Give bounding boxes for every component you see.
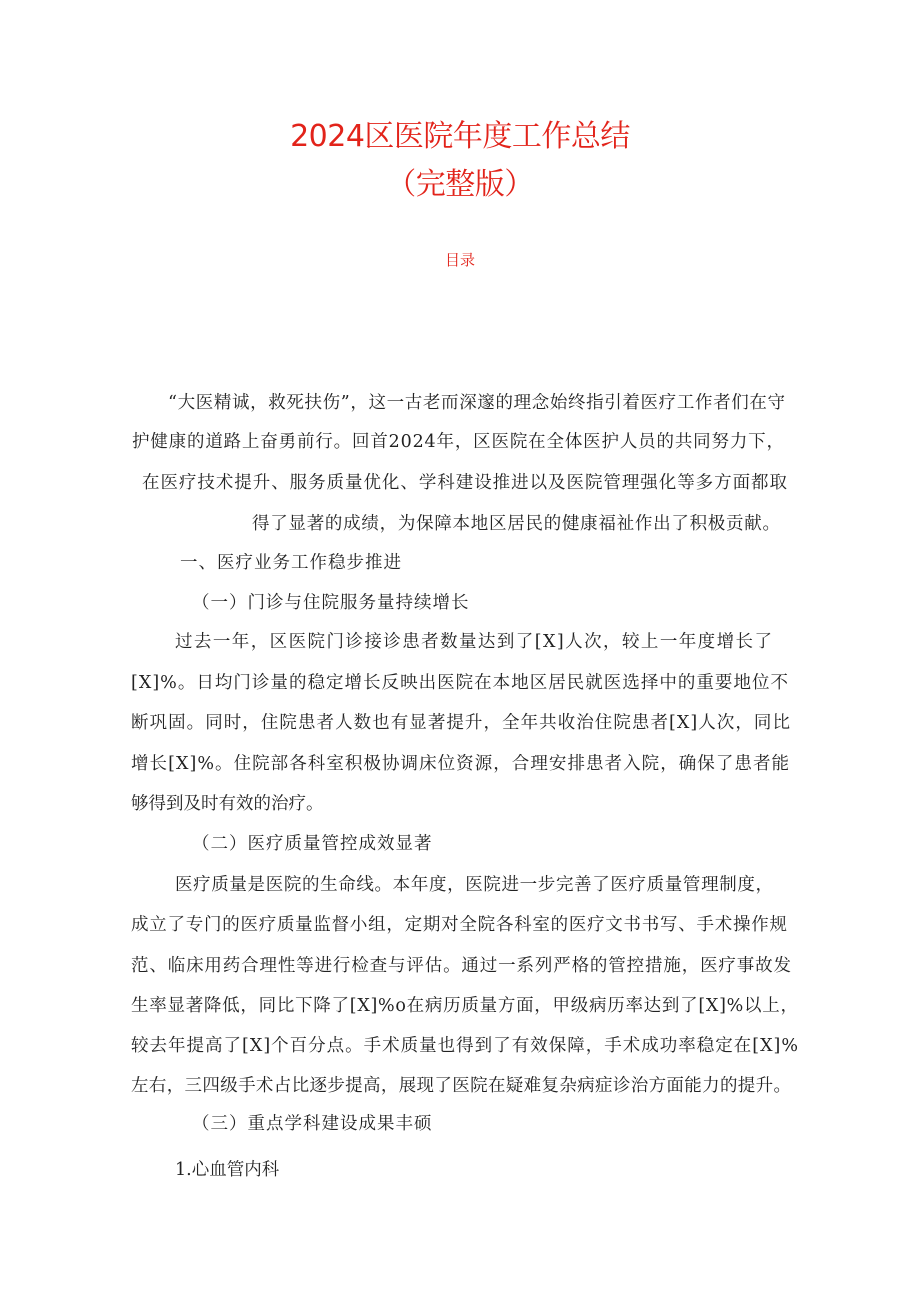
paragraph-line: 够得到及时有效的治疗。: [131, 794, 324, 814]
list-item: 1.心血管内科: [175, 1160, 280, 1180]
document-title: 2024区医院年度工作总结: [290, 119, 630, 154]
paragraph-line: 过去一年，区医院门诊接诊患者数量达到了[X]人次，较上一年度增长了: [175, 632, 774, 652]
subsection-heading: （二）医疗质量管控成效显著: [192, 834, 433, 854]
intro-line: 得了显著的成绩，为保障本地区居民的健康福祉作出了积极贡献。: [252, 514, 781, 534]
subsection-heading: （三）重点学科建设成果丰硕: [192, 1114, 433, 1134]
paragraph-line: 增长[X]%。住院部各科室积极协调床位资源，合理安排患者入院，确保了患者能: [131, 754, 791, 774]
paragraph-line: 较去年提高了[X]个百分点。手术质量也得到了有效保障，手术成功率稳定在[X]%: [131, 1036, 799, 1056]
paragraph-line: [X]%。日均门诊量的稳定增长反映出医院在本地区居民就医选择中的重要地位不: [131, 673, 790, 693]
subsection-heading: （一）门诊与住院服务量持续增长: [192, 593, 470, 613]
paragraph-line: 断巩固。同时，住院患者人数也有显著提升，全年共收治住院患者[X]人次，同比: [131, 713, 792, 733]
paragraph-line: 成立了专门的医疗质量监督小组，定期对全院各科室的医疗文书书写、手术操作规: [131, 915, 788, 935]
document-subtitle: （完整版）: [386, 167, 534, 202]
paragraph-line: 范、临床用药合理性等进行检查与评估。通过一系列严格的管控措施，医疗事故发: [131, 956, 792, 976]
toc-label: 目录: [444, 251, 475, 269]
paragraph-line: 医疗质量是医院的生命线。本年度，医院进一步完善了医疗质量管理制度，: [175, 875, 774, 895]
intro-line: 在医疗技术提升、服务质量优化、学科建设推进以及医院管理强化等多方面都取: [142, 473, 788, 493]
paragraph-line: 左右，三四级手术占比逐步提高，展现了医院在疑难复杂病症诊治方面能力的提升。: [131, 1076, 792, 1096]
intro-line: “大医精诚，救死扶伤”，这一古老而深邃的理念始终指引着医疗工作者们在守: [168, 393, 786, 413]
section-heading: 一、医疗业务工作稳步推进: [180, 553, 402, 573]
paragraph-line: 生率显著降低，同比下降了[X]%o在病历质量方面，甲级病历率达到了[X]%以上，: [131, 996, 799, 1016]
intro-line: 护健康的道路上奋勇前行。回首2024年，区医院在全体医护人员的共同努力下，: [132, 432, 785, 452]
